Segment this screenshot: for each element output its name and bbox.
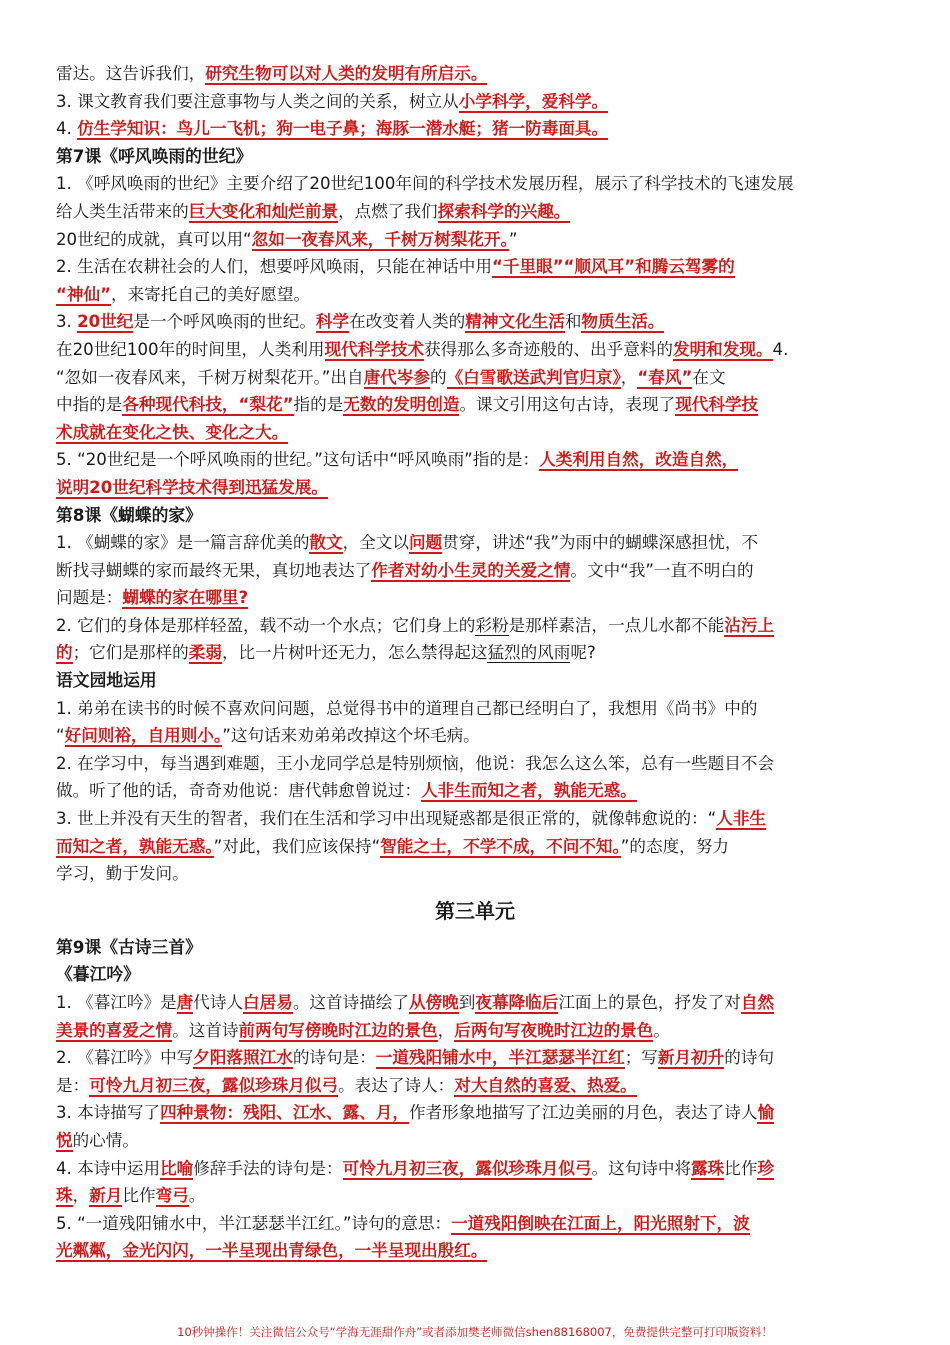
text-line xyxy=(56,253,894,281)
text-segment: 4. xyxy=(56,119,78,139)
text-segment: 。 xyxy=(188,1186,206,1206)
section-heading xyxy=(56,502,894,530)
underlined-text: 猛烈的风雨 xyxy=(487,643,571,663)
text-segment: ，点燃了我们 xyxy=(338,201,438,221)
highlighted-answer: 从傍晚 xyxy=(408,993,459,1012)
text-line xyxy=(56,336,894,364)
text-segment: 中指的是 xyxy=(56,395,123,415)
text-segment: 。这句诗中将 xyxy=(591,1158,692,1178)
highlighted-answer: 问题 xyxy=(408,533,443,553)
text-line xyxy=(56,446,894,474)
highlighted-answer: 忽如一夜春风来，千树万树梨花开。 xyxy=(251,229,509,249)
text-segment: 在文 xyxy=(692,367,726,387)
text-segment: 贯穿，讲述“我”为雨中的蝴蝶深感担忧，不 xyxy=(442,533,759,553)
text-line xyxy=(56,419,894,447)
text-segment: ， xyxy=(437,1020,455,1040)
highlighted-answer: 发明和发现。 xyxy=(672,339,773,359)
text-line xyxy=(56,115,894,143)
highlighted-answer: 物质生活。 xyxy=(581,312,665,332)
text-segment: 修辞手法的诗句是： xyxy=(193,1158,343,1178)
text-line xyxy=(56,989,894,1017)
highlighted-answer: “春风” xyxy=(637,367,693,387)
text-segment: 呢? xyxy=(570,643,596,663)
highlighted-answer: 科学 xyxy=(315,312,350,332)
highlighted-answer: 露珠 xyxy=(691,1158,725,1178)
text-segment: 1. 《蝴蝶的家》是一篇言辞优美的 xyxy=(56,533,310,553)
text-segment: 语文园地运用 xyxy=(56,670,157,691)
text-line xyxy=(56,474,894,502)
text-line xyxy=(56,750,894,778)
highlighted-answer: 白居易 xyxy=(243,993,293,1012)
text-line xyxy=(56,584,894,612)
highlighted-answer: 无数的发明创造 xyxy=(343,395,460,415)
text-segment: 第7课《呼风唤雨的世纪》 xyxy=(56,145,253,166)
text-segment: ” xyxy=(508,229,518,249)
highlighted-answer: “神仙” xyxy=(56,284,111,304)
highlighted-answer: 巨大变化和灿烂前景 xyxy=(188,201,339,221)
text-segment: 1. 弟弟在读书的时候不喜欢问问题，总觉得书中的道理自己都已经明白了，我想用《尚书》中的 xyxy=(56,698,758,718)
text-segment: 比作 xyxy=(724,1158,758,1178)
highlighted-answer: 后两句写夜晚时江边的景色 xyxy=(454,1020,654,1040)
text-segment: 的 xyxy=(429,367,447,387)
highlighted-answer: 精神文化生活 xyxy=(465,312,565,332)
highlighted-answer: 可怜九月初三夜，露似珍珠月似弓 xyxy=(89,1075,339,1095)
highlighted-answer: 现代科学技 xyxy=(675,395,759,415)
highlighted-answer: 夕阳落照江水 xyxy=(193,1048,293,1068)
text-line xyxy=(56,612,894,640)
text-segment: 和 xyxy=(564,312,582,332)
text-segment: 做。听了他的话，奇奇劝他说：唐代韩愈曾说过： xyxy=(56,781,422,801)
highlighted-answer: 仿生学知识：鸟儿一飞机；狗一电子鼻；海豚一潜水艇；猪一防毒面具。 xyxy=(77,119,609,139)
text-segment: 给人类生活带来的 xyxy=(56,201,189,221)
text-segment: ；写 xyxy=(624,1048,658,1068)
highlighted-answer: 愉 xyxy=(757,1103,775,1123)
text-segment: 。课文引用这句古诗，表现了 xyxy=(459,395,676,415)
section-heading xyxy=(56,934,894,962)
text-line xyxy=(56,1099,894,1127)
text-segment: 第8课《蝴蝶的家》 xyxy=(56,504,202,525)
highlighted-answer: 人非生 xyxy=(716,809,767,829)
text-segment: 4. 本诗中运用 xyxy=(56,1158,161,1178)
text-segment: 江面上的景色，抒发了对 xyxy=(558,993,741,1012)
highlighted-answer: 比喻 xyxy=(160,1158,194,1178)
text-segment: 是一个呼风唤雨的世纪。 xyxy=(133,312,316,332)
highlighted-answer: 人类利用自然，改造自然， xyxy=(539,450,739,470)
text-segment: 2. 《暮江吟》中写 xyxy=(56,1048,194,1068)
highlighted-answer: 《白雪歌送武判官归京》 xyxy=(446,367,621,387)
text-line xyxy=(56,639,894,667)
text-line xyxy=(56,777,894,805)
text-segment: 问题是： xyxy=(56,588,123,608)
text-line xyxy=(56,1017,894,1045)
footer-promo: 10秒钟操作！关注微信公众号“学海无涯甜作舟”或者添加樊老师微信shen88168007，免费提供完整可打印版资料！ xyxy=(177,1325,773,1339)
text-segment: 在20世纪100年的时间里，人类利用 xyxy=(56,339,325,359)
text-segment: 第三单元 xyxy=(435,898,515,923)
text-line xyxy=(56,1182,894,1210)
text-line xyxy=(56,170,894,198)
text-segment: 学习，勤于发问。 xyxy=(56,864,189,884)
highlighted-answer: 好问则裕，自用则小。 xyxy=(64,726,223,746)
highlighted-answer: 可怜九月初三夜，露似珍珠月似弓 xyxy=(342,1158,592,1178)
highlighted-answer: 智能之士，不学不成，不问不知。 xyxy=(380,836,621,856)
text-line xyxy=(56,805,894,833)
highlighted-answer: 沾污上 xyxy=(724,615,775,635)
text-line xyxy=(56,281,894,309)
text-segment: 是： xyxy=(56,1075,90,1095)
text-line xyxy=(56,860,894,888)
text-segment: ”的态度，努力 xyxy=(620,836,729,856)
highlighted-answer: 的 xyxy=(56,643,73,663)
text-segment: ”对此，我们应该保持“ xyxy=(213,836,381,856)
text-line xyxy=(56,391,894,419)
text-segment: “ xyxy=(56,726,65,746)
text-segment: 比作 xyxy=(122,1186,156,1206)
document-body xyxy=(56,60,894,1265)
text-segment: 5. “20世纪是一个呼风唤雨的世纪。”这句话中“呼风唤雨”指的是： xyxy=(56,450,540,470)
text-segment: ，全文以 xyxy=(342,533,409,553)
highlighted-answer: 而知之者，孰能无惑。 xyxy=(56,836,214,856)
text-line xyxy=(56,1072,894,1100)
text-segment: 断找寻蝴蝶的家而最终无果，真切地表达了 xyxy=(56,560,372,580)
text-segment: 2. 它们的身体是那样轻盈，载不动一个水点；它们身上的 xyxy=(56,615,476,635)
text-line xyxy=(56,722,894,750)
highlighted-answer: 作者对幼小生灵的关爱之情 xyxy=(371,560,571,580)
highlighted-answer: “千里眼”“顺风耳”和腾云驾雾的 xyxy=(491,257,735,277)
unit-title xyxy=(56,888,894,934)
text-line xyxy=(56,226,894,254)
text-segment: 2. 在学习中，每当遇到难题，王小龙同学总是特别烦恼，他说：我怎么这么笨，总有一些题目不会 xyxy=(56,753,775,773)
text-segment: 。这首诗描绘了 xyxy=(292,993,409,1012)
highlighted-answer: 珠 xyxy=(56,1186,73,1206)
highlighted-answer: 自然 xyxy=(740,993,775,1012)
highlighted-answer: 新月 xyxy=(89,1186,123,1206)
text-line xyxy=(56,557,894,585)
text-line xyxy=(56,833,894,861)
text-segment: 《暮江吟》 xyxy=(56,964,140,985)
highlighted-answer: 各种现代科技，“梨花” xyxy=(122,395,294,415)
highlighted-answer: 研究生物可以对人类的发明有所启示。 xyxy=(205,64,488,83)
highlighted-answer: 20世纪 xyxy=(77,312,134,332)
underlined-text: 彩粉 xyxy=(475,615,509,635)
highlighted-answer: 小学科学，爱科学。 xyxy=(458,91,609,111)
text-segment: ；它们是那样的 xyxy=(72,643,189,663)
text-segment: 的诗句 xyxy=(724,1048,775,1068)
highlighted-answer: 一道残阳铺水中，半江瑟瑟半江红 xyxy=(375,1048,625,1068)
text-segment: 20世纪的成就，真可以用“ xyxy=(56,229,252,249)
highlighted-answer: 说明20世纪科学技术得到迅猛发展。 xyxy=(56,477,328,497)
text-segment: ”这句话来劝弟弟改掉这个坏毛病。 xyxy=(222,726,480,746)
highlighted-answer: 对大自然的喜爱、热爱。 xyxy=(454,1075,637,1095)
text-segment: 3. 世上并没有天生的智者，我们在生活和学习中出现疑惑都是很正常的，就像韩愈说的：“ xyxy=(56,809,717,829)
text-segment: 5. “一道残阳铺水中，半江瑟瑟半江红。”诗句的意思： xyxy=(56,1213,452,1233)
highlighted-answer: 新月初升 xyxy=(657,1048,725,1068)
text-segment: 雷达。这告诉我们， xyxy=(56,64,206,83)
text-line xyxy=(56,1155,894,1183)
section-heading xyxy=(56,667,894,695)
text-line xyxy=(56,364,894,392)
text-line xyxy=(56,1044,894,1072)
text-segment: 2. 生活在农耕社会的人们，想要呼风唤雨，只能在神话中用 xyxy=(56,257,492,277)
section-heading xyxy=(56,961,894,989)
text-segment: 。文中“我”一直不明白的 xyxy=(570,560,754,580)
highlighted-answer: 四种景物：残阳、江水、露、月， xyxy=(160,1103,409,1123)
text-line xyxy=(56,198,894,226)
highlighted-answer: 一道残阳倒映在江面上，阳光照射下，波 xyxy=(451,1213,750,1233)
text-segment: 。 xyxy=(653,1020,670,1040)
text-segment: “忽如一夜春风来，千树万树梨花开。”出自 xyxy=(56,367,364,387)
text-segment: 3. xyxy=(56,312,78,332)
text-segment: 的心情。 xyxy=(72,1130,139,1150)
text-segment: 作者形象地描写了江边美丽的月色，表达了诗人 xyxy=(408,1103,758,1123)
text-segment: 到 xyxy=(458,993,476,1012)
text-line xyxy=(56,1237,894,1265)
text-line xyxy=(56,695,894,723)
text-segment: 1. 《暮江吟》是 xyxy=(56,993,177,1012)
highlighted-answer: 唐代岑参 xyxy=(363,367,430,387)
text-segment: 是那样素洁，一点儿水都不能 xyxy=(508,615,725,635)
text-segment: 4. xyxy=(772,339,789,359)
highlighted-answer: 散文 xyxy=(309,533,343,553)
text-line xyxy=(56,1210,894,1238)
text-segment: ， xyxy=(620,367,638,387)
highlighted-answer: 柔弱 xyxy=(188,643,222,663)
highlighted-answer: 弯弓 xyxy=(155,1186,189,1206)
highlighted-answer: 探索科学的兴趣。 xyxy=(437,201,571,221)
text-line xyxy=(56,308,894,336)
text-segment: 指的是 xyxy=(293,395,344,415)
highlighted-answer: 珍 xyxy=(757,1158,775,1178)
highlighted-answer: 术成就在变化之快、变化之大。 xyxy=(56,422,289,442)
text-segment: 代诗人 xyxy=(193,993,244,1012)
text-segment: 的诗句是： xyxy=(292,1048,376,1068)
text-segment: ， xyxy=(72,1186,90,1206)
highlighted-answer: 前两句写傍晚时江边的景色 xyxy=(238,1020,438,1040)
text-segment: 。这首诗 xyxy=(172,1020,239,1040)
highlighted-answer: 现代科学技术 xyxy=(324,339,425,359)
highlighted-answer: 美景的喜爱之情 xyxy=(56,1020,173,1040)
section-heading xyxy=(56,143,894,171)
highlighted-answer: 人非生而知之者，孰能无惑。 xyxy=(421,781,637,801)
highlighted-answer: 唐 xyxy=(176,993,194,1012)
text-segment: 在改变着人类的 xyxy=(349,312,466,332)
highlighted-answer: 悦 xyxy=(56,1130,73,1150)
text-segment: 3. 课文教育我们要注意事物与人类之间的关系，树立从 xyxy=(56,91,459,111)
text-segment: ，来寄托自己的美好愿望。 xyxy=(111,284,311,304)
text-line xyxy=(56,60,894,88)
text-line xyxy=(56,1127,894,1155)
text-segment: 获得那么多奇迹般的、出乎意料的 xyxy=(424,339,673,359)
text-segment: 3. 本诗描写了 xyxy=(56,1103,161,1123)
text-segment: 1. 《呼风唤雨的世纪》主要介绍了20世纪100年间的科学技术发展历程，展示了科学技术的飞速发展 xyxy=(56,174,794,194)
highlighted-answer: 光粼粼，金光闪闪，一半呈现出青绿色，一半呈现出殷红。 xyxy=(56,1241,488,1261)
highlighted-answer: 夜幕降临后 xyxy=(475,993,559,1012)
text-segment: 。表达了诗人： xyxy=(338,1075,455,1095)
text-segment: ，比一片树叶还无力，怎么禁得起这 xyxy=(221,643,488,663)
text-line xyxy=(56,529,894,557)
text-line xyxy=(56,88,894,116)
text-segment: 第9课《古诗三首》 xyxy=(56,936,202,957)
highlighted-answer: 蝴蝶的家在哪里? xyxy=(122,588,249,608)
